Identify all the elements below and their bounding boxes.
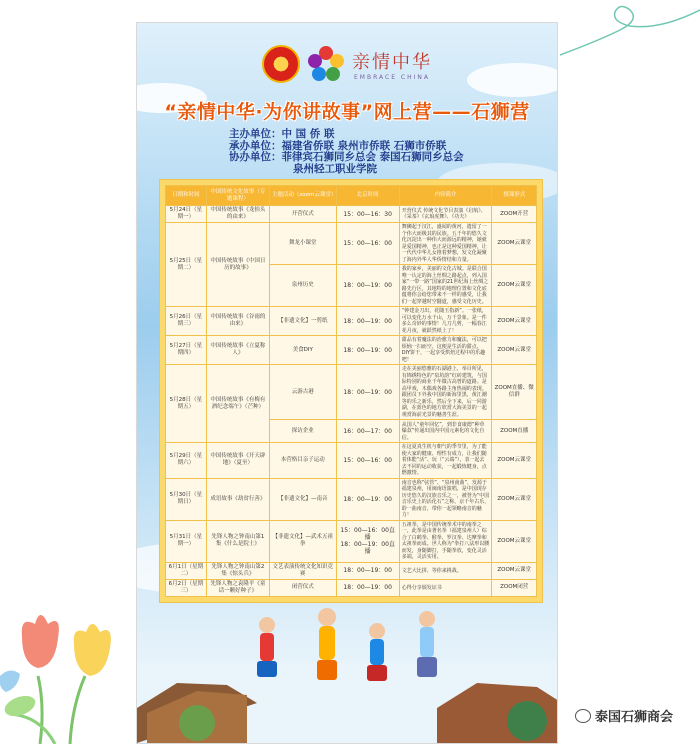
header-date: 日期和时间 [166,186,207,206]
cell-time: 18：00—19：00 [336,579,399,596]
cell-time: 18：00—19：00 [336,265,399,307]
cell-date: 5月30日（星期日） [166,478,207,520]
cell-form: ZOOM云课堂 [492,265,537,307]
cell-activity: 闭营仪式 [269,579,336,596]
cell-date: 5月31日（星期一） [166,520,207,562]
cell-date: 5月27日（星期四） [166,336,207,365]
cell-story: 中国传统故事《开天辟地》（夏至） [206,443,269,479]
cell-form: ZOOM云课堂 [492,336,537,365]
cell-form: ZOOM云课堂 [492,520,537,562]
cell-activity: 文艺表演传统文化知识竞赛 [269,562,336,579]
cell-date: 6月2日（星期三） [166,579,207,596]
header-activity: 主题活动（zoom云课堂） [269,186,336,206]
cell-story: 中国传统故事《立夏称人》 [206,336,269,365]
host-line: 主办单位：中 国 侨 联 [229,128,335,140]
cell-intro: 五祖拳，是中国传统拳术中的南拳之一，此拳是由著名拳（福建泉州人）综合了白鹤拳、猴拳、罗汉拳、达摩拳和太祖拳而成。世人称为“拳打八法形以腰而发，身随脚打，手随拳放，变化灵活多端，灵活实用。 [399,520,492,562]
cell-story: 成语故事《劫贫行善》 [206,478,269,520]
table-row [166,478,537,520]
cell-time: 18：00—19：00 [336,307,399,336]
cell-intro: 舞狮起于汉江，盛闻的黄河，遗留了一个伟大而极其的民族。五千年的悠久文化沉淀出一种伟大而源远的精神，她就是爱国精神，也正是这种爱国精神，让一代代中华儿女推着梦想，发文化凝聚了海内外华人华侨情结和力量。 [399,223,492,265]
header-intro: 内容简介 [399,186,492,206]
table-row [166,365,537,420]
cell-date: 6月1日（星期二） [166,562,207,579]
cell-activity: 泉州历史 [269,265,336,307]
kid-figure [257,617,277,677]
cell-intro: 从国人“童年回忆”，到非食康德“种草爆款”传递出国内中国元素化的文化自信。 [399,420,492,443]
cell-activity: 舞龙小课堂 [269,223,336,265]
wechat-icon [575,709,591,723]
cell-time: 16：00—17：00 [336,420,399,443]
schedule-table [165,185,537,597]
cell-intro: 开营仪式 传统文化节目表演《启航》、《采茶》《玄琅虎舞》、《功夫》 [399,206,492,223]
cell-time: 15：00—16：30 [336,206,399,223]
cell-time: 15：00—16：00 [336,223,399,265]
schedule-table-panel [159,179,543,603]
cell-activity: 探访企业 [269,420,336,443]
table-row [166,223,537,265]
poster-headline: “亲情中华·为你讲故事”网上营——石狮营 [164,101,530,123]
cell-activity: 云游古港 [269,365,336,420]
cell-intro: 在这夏真生机与朝气的季节里，为了能使大家的健康、理性有成力，让我们随着体能“活”、玩（“云端”），表一起去去不同的运动收获，一起锻炼健身，点燃激情。 [399,443,492,479]
tulip-decoration [0,596,130,744]
table-row [166,443,537,479]
cell-activity: 【非遗文化】一剪纸 [269,307,336,336]
cell-intro: 南音也称“弦管”、“泉州南曲”，发源于福建泉州，用闽南语演唱，是中国现存历史悠久的汉族音乐之一，被誉为“中国音乐史上的活化石”之称。京千年古乐，聆一曲南音，带你一起领略南音的魅力！ [399,478,492,520]
cell-activity: 开营仪式 [269,206,336,223]
cell-activity: 本营格目亲子运动 [269,443,336,479]
cell-time: 18：00—19：00 [336,365,399,420]
cell-intro: “钟建金刀出，花随玉指新”。一张纸，可以变化万水千山，万千景象。是一件多么奇妙的事情！几刀几剪，一幅春江花月夜，就跃然纸上了！ [399,307,492,336]
cell-story: 中国传统故事《龙抬头的由来》 [206,206,269,223]
brand-name-en: EMBRACE CHINA [354,73,430,81]
federation-emblem-icon: ★ [262,45,300,83]
kid-figure [417,611,437,677]
table-row [166,562,537,579]
header-form: 授课形式 [492,186,537,206]
cell-time: 18：00—19：00 [336,562,399,579]
event-poster [136,22,558,744]
brand-text [352,48,432,81]
cell-story: 中国传统故事《谷雨的由来》 [206,307,269,336]
jumping-kids-illustration [137,603,558,743]
table-header-row [166,186,537,206]
cell-time: 18：00—19：00 [336,336,399,365]
cell-form: ZOOM云课堂 [492,443,537,479]
cell-form: ZOOM云课堂 [492,562,537,579]
table-row [166,579,537,596]
table-row [166,307,537,336]
cell-date: 5月26日（星期三） [166,307,207,336]
cell-activity: 【非遗文化】—武术五祖拳 [269,520,336,562]
cell-date: 5月25日（星期二） [166,223,207,307]
cell-form: ZOOM直播 [492,420,537,443]
cell-form: ZOOM直播、微信群 [492,365,537,420]
cell-form: ZOOM云课堂 [492,478,537,520]
cell-form: ZOOM云课堂 [492,307,537,336]
cell-time: 18：00—19：00 [336,478,399,520]
cell-intro: 文艺大比拼、等你来挑战。 [399,562,492,579]
co-organizer-line: 协办单位：菲律宾石狮同乡总会 泰国石狮同乡总会 [229,151,464,163]
co-organizer-line-2: 泉州轻工职业学院 [293,162,377,175]
wechat-watermark [575,706,673,725]
cell-date: 5月29日（星期六） [166,443,207,479]
cell-activity: 【非遗文化】—南音 [269,478,336,520]
cell-form: ZOOM开营 [492,206,537,223]
cell-form: ZOOM闭营 [492,579,537,596]
cell-story: 先锋人物之钟南山第2集《惊头兵》 [206,562,269,579]
cell-intro: 我的家乡，美丽的文化古城。是联合国唯一认定的海上丝绸之路起点，列入国家“一带一路”国家的21世纪海上丝绸之路先行区，其地特的地理位置和文化底蕴将你会给您带来不一样的感受，让我们一起穿越时空隧道，感受文化历史。 [399,265,492,307]
table-row [166,520,537,562]
cell-intro: 心得分享颁发证书 [399,579,492,596]
logo-area [137,39,557,89]
kid-figure [367,623,387,681]
cell-story: 先锋人物之袁隆平《童话一颗好种子》 [206,579,269,596]
brand-name-cn: 亲情中华 [352,51,432,73]
table-row [166,206,537,223]
cell-story: 中国传统故事《有梅有酒纪念端午》（芒种） [206,365,269,443]
cell-activity: 美食DIY [269,336,336,365]
embrace-china-logo-icon [308,46,344,82]
cell-time: 15：00—16：00 [336,443,399,479]
cell-date: 5月24日（星期一） [166,206,207,223]
header-story: 中国传统文化故事（专题课程） [206,186,269,206]
cell-intro: 走在美丽悠雅的石湖港上，举目所见，有锦绣特色的“泉坊韵”红砖建筑，与国际特别的商业千年微古高曾的道路。是高甲戏，木偶戏各路主角热闹的表现。跟团员下外我中国的新海里黑，黄江潮等的乐之新乐，然后全下来，后一同游湖，在蓝色的地方欣赏大海美景的一起观赏海前光景的魅善生涯。 [399,365,492,420]
curl-decoration [560,0,700,60]
table-row [166,336,537,365]
header-time: 北京时间 [336,186,399,206]
watermark-text: 泰国石狮商会 [595,710,674,725]
cell-date: 5月28日（星期五） [166,365,207,443]
cell-story: 先锋人物之钟南山第1集《什么是院士》 [206,520,269,562]
organizers-block [229,129,464,175]
cell-time: 15：00—16：00直播 18：00—19：00直播 [336,520,399,562]
cell-story: 中国传统故事《中国日历的故事》 [206,223,269,307]
cell-intro: 甜品有着魔法的治愈力和魔法，可以把烦恼一扫而空，这便是生活的甜点，DIY饼干，一起享受烘焙过程中的乐趣吧！ [399,336,492,365]
cell-form: ZOOM云课堂 [492,223,537,265]
kid-figure [317,608,337,680]
organizer-line: 承办单位：福建省侨联 泉州市侨联 石狮市侨联 [229,139,447,152]
